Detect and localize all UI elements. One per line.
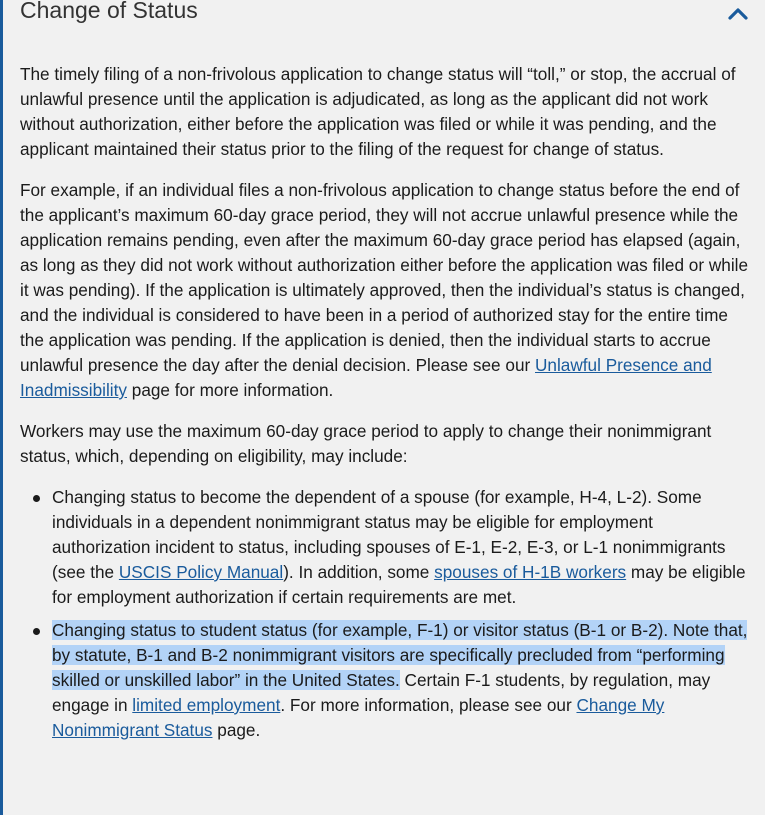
status-options-list bbox=[20, 485, 752, 743]
selected-text[interactable]: Changing status to student status (for example, F-1) or visitor status (B-1 or B-2). Note that, by statute, B-1 and B-2 nonimmigrant visitors are specifically precluded from “performing skilled or unskilled labor” in the United States. bbox=[52, 620, 748, 690]
paragraph-grace-period bbox=[20, 419, 752, 469]
list-item-text: ). In addition, some bbox=[283, 562, 435, 582]
chevron-up-icon[interactable] bbox=[727, 5, 749, 21]
list-item-text: may be eligible for employment authorization if certain requirements are met. bbox=[52, 562, 746, 607]
paragraph-tolling bbox=[20, 62, 752, 162]
list-item-text: Changing status to become the dependent of a spouse (for example, H-4, L-2). Some individuals in a dependent nonimmigrant status may be eligible for employment authorization incident to status, including spouses of E-1, E-2, E-3, or L-1 nonimmigrants (see the bbox=[52, 487, 726, 582]
list-item-text: . For more information, please see our bbox=[280, 695, 577, 715]
list-item-dependent-spouse bbox=[52, 485, 752, 610]
unlawful-presence-link[interactable]: Unlawful Presence and Inadmissibility bbox=[20, 355, 712, 400]
paragraph-text: For example, if an individual files a non-frivolous application to change status before the end of the applicant’s maximum 60-day grace period, they will not accrue unlawful presence while the application remains pending, even after the maximum 60-day grace period has elapsed (again, as long as they did not work without authorization either before the application was filed or while it was pending). If the application is ultimately approved, then the individual’s status is changed, and the individual is considered to have been in a period of authorized stay for the entire time the application was pending. If the application is denied, then the individual starts to accrue unlawful presence the day after the denial decision. Please see our bbox=[20, 180, 749, 375]
accordion-header[interactable] bbox=[3, 0, 765, 36]
paragraph-text: The timely filing of a non-frivolous application to change status will “toll,” or stop, the accrual of unlawful presence until the application is adjudicated, as long as the applicant did not work without authorization, either before the application was filed or while it was pending, and the applicant maintained their status prior to the filing of the request for change of status. bbox=[20, 64, 736, 159]
uscis-policy-manual-link[interactable]: USCIS Policy Manual bbox=[118, 562, 284, 582]
paragraph-example bbox=[20, 178, 752, 403]
spouses-of-h1b-link[interactable]: spouses of H-1B workers bbox=[434, 562, 627, 582]
list-item-text: Certain F-1 students, by regulation, may engage in bbox=[52, 670, 711, 715]
list-item-student-visitor bbox=[52, 618, 752, 743]
change-my-nonimmigrant-status-link[interactable]: Change My Nonimmigrant Status bbox=[52, 695, 665, 740]
limited-employment-link[interactable]: limited employment bbox=[132, 695, 281, 715]
accordion-title[interactable]: Change of Status bbox=[20, 0, 198, 23]
paragraph-text: Workers may use the maximum 60-day grace period to apply to change their nonimmigrant status, which, depending on eligibility, may include: bbox=[20, 421, 712, 466]
list-item-text: page. bbox=[212, 720, 261, 740]
paragraph-text: page for more information. bbox=[126, 380, 334, 400]
accordion-content bbox=[20, 62, 752, 751]
